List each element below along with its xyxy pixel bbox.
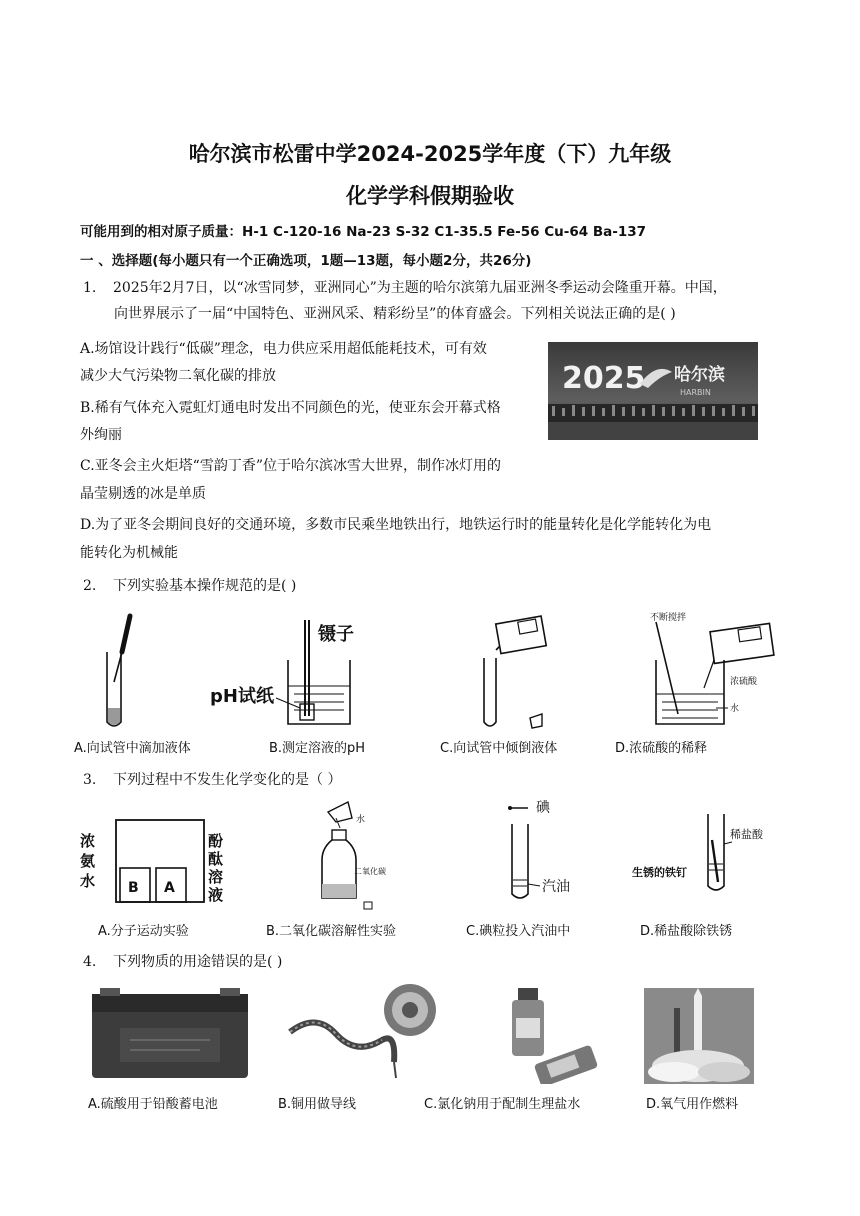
q3-water-label: 水 [356, 815, 366, 825]
page-title: 哈尔滨市松雷中学2024-2025学年度（下）九年级 [188, 142, 672, 166]
q4-option-c: C.氯化钠用于配制生理盐水 [424, 1097, 581, 1112]
photo-year-text: 2025 [562, 361, 646, 396]
q3-figure-a [80, 812, 240, 912]
acid-label: 浓硫酸 [730, 677, 758, 687]
q1-option-a: A.场馆设计践行“低碳”理念，电力供应采用超低能耗技术，可有效 [80, 341, 487, 357]
stirring-label: 不断搅拌 [650, 613, 687, 623]
section-heading: 一 、选择题(每小题只有一个正确选项，1题—13题，每小题2分，共26分) [80, 253, 532, 269]
co2-label: 二氧化碳 [354, 867, 386, 876]
copper-wire-photo [286, 982, 446, 1082]
phenol-char-4: 液 [208, 886, 224, 904]
q2-figure-d [628, 608, 778, 732]
hcl-label: 稀盐酸 [730, 828, 763, 841]
question-number: 2. [83, 578, 97, 594]
q2-figure-c [470, 610, 560, 732]
q2-option-d: D.浓硫酸的稀释 [615, 741, 708, 756]
q4-option-d: D.氧气用作燃料 [646, 1097, 739, 1112]
tweezers-label: 镊子 [318, 624, 354, 645]
q2-option-a: A.向试管中滴加液体 [74, 741, 191, 756]
atomic-masses: 可能用到的相对原子质量：H-1 C-120-16 Na-23 S-32 C1-35.5 Fe-56 Cu-64 Ba-137 [80, 224, 647, 240]
q1-option-b-cont: 外绚丽 [80, 427, 122, 443]
battery-photo [90, 988, 250, 1080]
q3-option-d: D.稀盐酸除铁锈 [640, 924, 733, 939]
saline-bottle-photo [496, 984, 606, 1084]
phenol-char-2: 酞 [208, 850, 224, 868]
water-label: 水 [730, 704, 740, 714]
question-1-stem-cont: 向世界展示了一届“中国特色、亚洲风采、精彩纷呈”的体育盛会。下列相关说法正确的是( ) [114, 306, 676, 322]
rocket-launch-photo [644, 988, 754, 1084]
q1-option-d: D.为了亚冬会期间良好的交通环境，多数市民乘坐地铁出行，地铁运行时的能量转化是化学能转化为电 [80, 517, 712, 533]
asian-games-photo [548, 342, 758, 440]
question-2-stem: 2. 下列实验基本操作规范的是( ) [83, 578, 297, 594]
beaker-a-label: A [164, 880, 175, 896]
iodine-label: 碘 [536, 800, 550, 816]
ammonia-char-3: 水 [80, 872, 96, 890]
q2-figure-a [92, 612, 152, 732]
q2-option-c: C.向试管中倾倒液体 [440, 741, 558, 756]
q3-option-a: A.分子运动实验 [98, 924, 189, 939]
q3-figure-c [496, 798, 606, 914]
ph-paper-label: pH试纸 [210, 686, 274, 707]
q3-figure-d [632, 810, 782, 914]
q1-option-c-cont: 晶莹剔透的冰是单质 [80, 486, 206, 502]
q1-option-c: C.亚冬会主火炬塔“雪韵丁香”位于哈尔滨冰雪大世界，制作冰灯用的 [80, 458, 501, 474]
q1-option-b: B.稀有气体充入霓虹灯通电时发出不同颜色的光，使亚东会开幕式格 [80, 400, 501, 416]
ammonia-char-2: 氨 [80, 852, 96, 870]
question-1-stem: 1. 2025年2月7日，以“冰雪同梦，亚洲同心”为主题的哈尔滨第九届亚洲冬季运动会隆重开幕。中国， [83, 280, 727, 296]
q4-option-b: B.铜用做导线 [278, 1097, 357, 1112]
q1-option-d-cont: 能转化为机械能 [80, 545, 178, 561]
question-4-stem: 4. 下列物质的用途错误的是( ) [83, 954, 283, 970]
q2-figure-b [210, 612, 360, 732]
beaker-b-label: B [128, 880, 139, 896]
photo-city-en-text: HARBIN [680, 388, 711, 397]
q3-option-b: B.二氧化碳溶解性实验 [266, 924, 397, 939]
q2-option-b: B.测定溶液的pH [269, 741, 366, 756]
question-3-stem: 3. 下列过程中不发生化学变化的是（ ） [83, 772, 342, 788]
rusty-nail-label: 生锈的铁钉 [632, 866, 687, 879]
question-number: 4. [83, 954, 97, 970]
photo-city-text: 哈尔滨 [674, 365, 725, 385]
page-subtitle: 化学学科假期验收 [346, 184, 514, 208]
q4-option-a: A.硫酸用于铅酸蓄电池 [88, 1097, 218, 1112]
q1-option-a-cont: 减少大气污染物二氧化碳的排放 [80, 368, 276, 384]
phenol-char-1: 酚 [208, 832, 224, 850]
q3-option-c: C.碘粒投入汽油中 [466, 924, 571, 939]
q3-figure-b [306, 798, 416, 916]
gasoline-label: 汽油 [542, 879, 570, 895]
ammonia-char-1: 浓 [80, 832, 96, 850]
question-number: 3. [83, 772, 97, 788]
question-number: 1. [83, 280, 97, 296]
phenol-char-3: 溶 [208, 868, 224, 886]
